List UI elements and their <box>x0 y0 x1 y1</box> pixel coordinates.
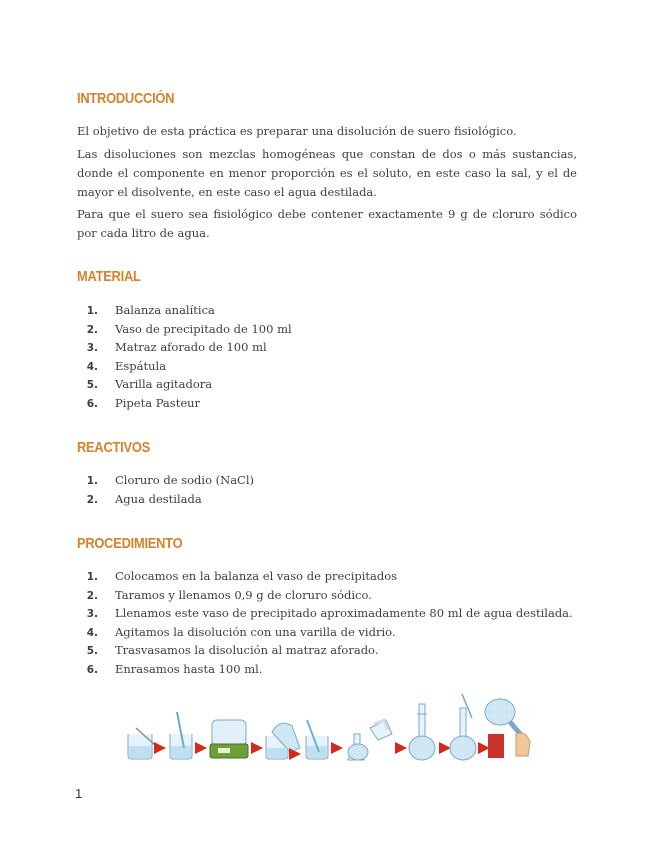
list-item <box>77 301 292 320</box>
list-text: Matraz aforado de 100 ml <box>115 340 267 354</box>
list-text: Trasvasamos la disolución al matraz aforado. <box>115 643 379 657</box>
list-text: Balanza analítica <box>115 303 215 317</box>
list-number: 6. <box>86 397 98 410</box>
heading-introduccion: INTRODUCCIÓN <box>77 90 175 107</box>
list-item <box>77 623 573 642</box>
list-number: 2. <box>86 493 98 506</box>
stirring-beaker-icon <box>306 720 328 759</box>
list-item <box>77 604 573 623</box>
list-text: Enrasamos hasta 100 ml. <box>115 661 263 676</box>
list-number: 4. <box>86 626 98 639</box>
list-item <box>77 394 292 413</box>
list-text: Vaso de precipitado de 100 ml <box>115 321 292 336</box>
list-item <box>77 357 292 376</box>
intro-paragraph-3: Para que el suero sea fisiológico debe contener exactamente 9 g de cloruro sódico por cada litro de agua. <box>77 207 577 240</box>
list-item <box>77 375 292 394</box>
list-number: 2. <box>86 589 98 602</box>
list-number: 5. <box>86 645 98 657</box>
procedure-illustration <box>122 690 534 762</box>
list-text: Pipeta Pasteur <box>115 395 201 410</box>
list-item <box>77 338 292 357</box>
list-text: Varilla agitadora <box>115 377 213 391</box>
list-item <box>77 641 573 660</box>
list-item <box>77 567 573 586</box>
list-text: Cloruro de sodio (NaCl) <box>115 473 255 487</box>
heading-procedimiento: PROCEDIMIENTO <box>77 535 183 552</box>
flask-pipette-icon <box>450 694 476 760</box>
volumetric-flask-icon <box>409 704 435 760</box>
reactivos-list <box>77 471 254 508</box>
procedimiento-list <box>77 567 573 678</box>
list-text: Agua destilada <box>115 491 202 506</box>
list-text: Llenamos este vaso de precipitado aproximadamente 80 ml de agua destilada. <box>115 606 573 620</box>
list-item <box>77 471 254 490</box>
transfer-flask-icon <box>348 720 392 760</box>
list-number: 3. <box>86 342 98 354</box>
beaker-spatula-icon <box>128 728 156 759</box>
heading-reactivos: REACTIVOS <box>77 439 150 456</box>
list-text: Espátula <box>115 358 167 373</box>
list-number: 5. <box>86 379 98 391</box>
heading-material: MATERIAL <box>77 268 141 285</box>
intro-paragraph-1: El objetivo de esta práctica es preparar una disolución de suero fisiológico. <box>77 124 517 138</box>
intro-paragraph-2: Las disoluciones son mezclas homogéneas que constan de dos o más sustancias, donde el componente en menor proporción es el soluto, en este caso la sal, y el de mayor el disolvente, en este caso el agua destilada. <box>77 147 577 199</box>
list-item <box>77 660 573 679</box>
list-item <box>77 586 573 605</box>
beaker-pipette-icon <box>170 712 192 759</box>
list-text: Agitamos la disolución con una varilla de vidrio. <box>115 624 396 639</box>
list-number: 4. <box>86 360 98 373</box>
list-number: 6. <box>86 663 98 676</box>
list-number: 1. <box>86 571 98 583</box>
list-text: Taramos y llenamos 0,9 g de cloruro sódico. <box>115 587 372 602</box>
hand-flask-icon <box>485 699 530 758</box>
list-item <box>77 320 292 339</box>
page-number: 1 <box>75 786 83 801</box>
list-item <box>77 490 254 509</box>
list-number: 1. <box>86 305 98 317</box>
list-text: Colocamos en la balanza el vaso de precipitados <box>115 569 398 583</box>
list-number: 2. <box>86 323 98 336</box>
balance-icon <box>210 720 248 758</box>
list-number: 3. <box>86 608 98 620</box>
material-list <box>77 301 292 412</box>
list-number: 1. <box>86 475 98 487</box>
